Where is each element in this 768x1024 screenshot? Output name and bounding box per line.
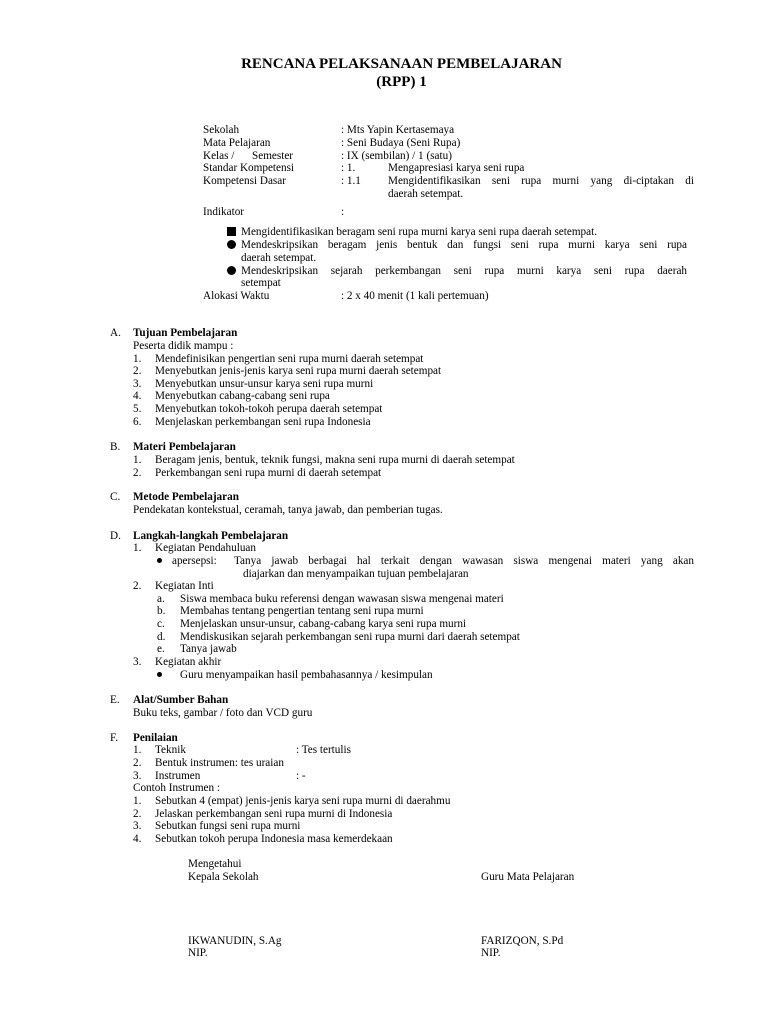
- indicator-bullet: [227, 226, 236, 239]
- list-number: 2.: [133, 580, 142, 592]
- section-text: Pendekatan kontekstual, ceramah, tanya jawab, dan pemberian tugas.: [133, 504, 443, 516]
- time-value: : 2 x 40 menit (1 kali pertemuan): [341, 290, 489, 302]
- section-letter: A.: [110, 327, 121, 339]
- list-number: 4.: [133, 390, 142, 402]
- section-letter: C.: [110, 491, 121, 503]
- bullet-label: apersepsi:: [172, 555, 217, 567]
- section-letter: B.: [110, 441, 121, 453]
- sub-item: Siswa membaca buku referensi dengan wawasan siswa mengenai materi: [180, 593, 504, 605]
- sub-letter: b.: [157, 605, 166, 617]
- list-number: 3.: [133, 656, 142, 668]
- list-item: Sebutkan 4 (empat) jenis-jenis karya seni rupa murni di daerahmu: [155, 795, 451, 807]
- section-heading: Langkah-langkah Pembelajaran: [133, 530, 289, 542]
- list-number: 1.: [133, 353, 142, 365]
- section-letter: E.: [110, 694, 120, 706]
- section-text: Buku teks, gambar / foto dan VCD guru: [133, 707, 313, 719]
- document-title: RENCANA PELAKSANAAN PEMBELAJARAN: [241, 56, 562, 72]
- list-number: 2.: [133, 467, 142, 479]
- circle-bullet-icon: [227, 266, 236, 275]
- list-number: 2.: [133, 365, 142, 377]
- list-number: 3.: [133, 378, 142, 390]
- list-number: 1.: [133, 795, 142, 807]
- section-letter: D.: [110, 530, 121, 542]
- section-heading: Penilaian: [133, 732, 178, 744]
- indicator-2-line2: daerah setempat.: [241, 252, 317, 264]
- document-subtitle: (RPP) 1: [376, 74, 427, 90]
- indicator-bullet: [227, 265, 236, 278]
- list-item: Kegiatan Inti: [155, 580, 214, 592]
- indicator-3-line2: setempat: [241, 277, 281, 289]
- sk-text: Mengapresiasi karya seni rupa: [388, 162, 525, 174]
- sub-item: Menjelaskan unsur-unsur, cabang-cabang karya seni rupa murni: [180, 618, 467, 630]
- list-number: 6.: [133, 416, 142, 428]
- list-item: Bentuk instrumen: tes uraian: [155, 757, 284, 769]
- list-item: Menjelaskan perkembangan seni rupa Indonesia: [155, 416, 371, 428]
- indicator-colon: :: [341, 206, 345, 218]
- class-label: Kelas /: [203, 150, 235, 162]
- list-number: 3.: [133, 820, 142, 832]
- semester-label: Semester: [252, 150, 294, 162]
- list-item: Sebutkan fungsi seni rupa murni: [155, 820, 301, 832]
- section-heading: Materi Pembelajaran: [133, 441, 236, 453]
- step-bullet: [157, 669, 162, 682]
- list-value: : -: [296, 770, 306, 782]
- list-item: Beragam jenis, bentuk, teknik fungsi, makna seni rupa murni di daerah setempat: [155, 454, 515, 466]
- list-number: 2.: [133, 808, 142, 820]
- list-item: Teknik: [155, 744, 186, 756]
- sub-letter: a.: [157, 593, 165, 605]
- list-item: Sebutkan tokoh perupa Indonesia masa kemerdekaan: [155, 833, 393, 845]
- sub-item: Membahas tentang pengertian tentang seni rupa murni: [180, 605, 424, 617]
- list-item: Instrumen: [155, 770, 201, 782]
- square-bullet-icon: [227, 227, 236, 236]
- section-heading: Alat/Sumber Bahan: [133, 694, 229, 706]
- list-item: Menyebutkan unsur-unsur karya seni rupa murni: [155, 378, 374, 390]
- indicator-3-line1: Mendeskripsikan sejarah perkembangan seni rupa murni karya seni rupa daerah: [241, 265, 687, 277]
- teacher-role: Guru Mata Pelajaran: [481, 871, 575, 883]
- circle-bullet-icon: [227, 240, 236, 249]
- kd-text-line1: Mengidentifikasikan seni rupa murni yang di-ciptakan di: [388, 175, 694, 187]
- sk-number: : 1.: [341, 162, 356, 174]
- list-number: 3.: [133, 770, 142, 782]
- bullet-text-line2: diajarkan dan menyampaikan tujuan pembelajaran: [243, 568, 469, 580]
- list-number: 4.: [133, 833, 142, 845]
- school-label: Sekolah: [203, 124, 240, 136]
- example-label: Contoh Instrumen :: [133, 782, 221, 794]
- section-intro: Peserta didik mampu :: [133, 340, 234, 352]
- kd-text-line2: daerah setempat.: [388, 188, 464, 200]
- list-item: Mendefinisikan pengertian seni rupa murni daerah setempat: [155, 353, 424, 365]
- kd-label: Kompetensi Dasar: [203, 175, 286, 187]
- sub-letter: e.: [157, 643, 165, 655]
- step-bullet: [157, 555, 162, 568]
- bullet-text: Guru menyampaikan hasil pembahasannya / kesimpulan: [180, 669, 433, 681]
- bullet-dot-icon: [157, 672, 162, 677]
- list-item: Menyebutkan jenis-jenis karya seni rupa murni daerah setempat: [155, 365, 442, 377]
- time-label: Alokasi Waktu: [203, 290, 270, 302]
- list-item: Menyebutkan cabang-cabang seni rupa: [155, 390, 330, 402]
- sk-label: Standar Kompetensi: [203, 162, 295, 174]
- section-heading: Metode Pembelajaran: [133, 491, 239, 503]
- list-value: : Tes tertulis: [296, 744, 351, 756]
- school-value: : Mts Yapin Kertasemaya: [341, 124, 455, 136]
- indicator-2-line1: Mendeskripsikan beragam jenis bentuk dan fungsi seni rupa murni karya seni rupa: [241, 239, 687, 251]
- principal-name: IKWANUDIN, S.Ag: [188, 935, 282, 947]
- section-letter: F.: [110, 732, 119, 744]
- indicator-1: Mengidentifikasikan beragam seni rupa murni karya seni rupa daerah setempat.: [241, 226, 598, 238]
- indicator-label: Indikator: [203, 206, 245, 218]
- acknowledge-text: Mengetahui: [188, 858, 242, 870]
- bullet-dot-icon: [157, 558, 162, 563]
- list-number: 1.: [133, 542, 142, 554]
- subject-label: Mata Pelajaran: [203, 137, 271, 149]
- principal-nip: NIP.: [188, 947, 208, 959]
- list-number: 1.: [133, 744, 142, 756]
- list-item: Kegiatan akhir: [155, 656, 222, 668]
- principal-role: Kepala Sekolah: [188, 871, 259, 883]
- class-value: : IX (sembilan) / 1 (satu): [341, 150, 452, 162]
- section-heading: Tujuan Pembelajaran: [133, 327, 238, 339]
- kd-number: : 1.1: [341, 175, 361, 187]
- list-number: 2.: [133, 757, 142, 769]
- list-item: Menyebutkan tokoh-tokoh perupa daerah setempat: [155, 403, 383, 415]
- list-item: Perkembangan seni rupa murni di daerah setempat: [155, 467, 382, 479]
- sub-letter: d.: [157, 631, 166, 643]
- sub-item: Mendiskusikan sejarah perkembangan seni rupa murni dari daerah setempat: [180, 631, 520, 643]
- list-item: Kegiatan Pendahuluan: [155, 542, 256, 554]
- list-item: Jelaskan perkembangan seni rupa murni di Indonesia: [155, 808, 393, 820]
- bullet-text-line1: Tanya jawab berbagai hal terkait dengan wawasan siswa mengenai materi yang akan: [234, 555, 694, 567]
- list-number: 1.: [133, 454, 142, 466]
- teacher-nip: NIP.: [481, 947, 501, 959]
- indicator-bullet: [227, 239, 236, 252]
- list-number: 5.: [133, 403, 142, 415]
- sub-letter: c.: [157, 618, 165, 630]
- subject-value: : Seni Budaya (Seni Rupa): [341, 137, 461, 149]
- sub-item: Tanya jawab: [180, 643, 237, 655]
- teacher-name: FARIZQON, S.Pd: [481, 935, 564, 947]
